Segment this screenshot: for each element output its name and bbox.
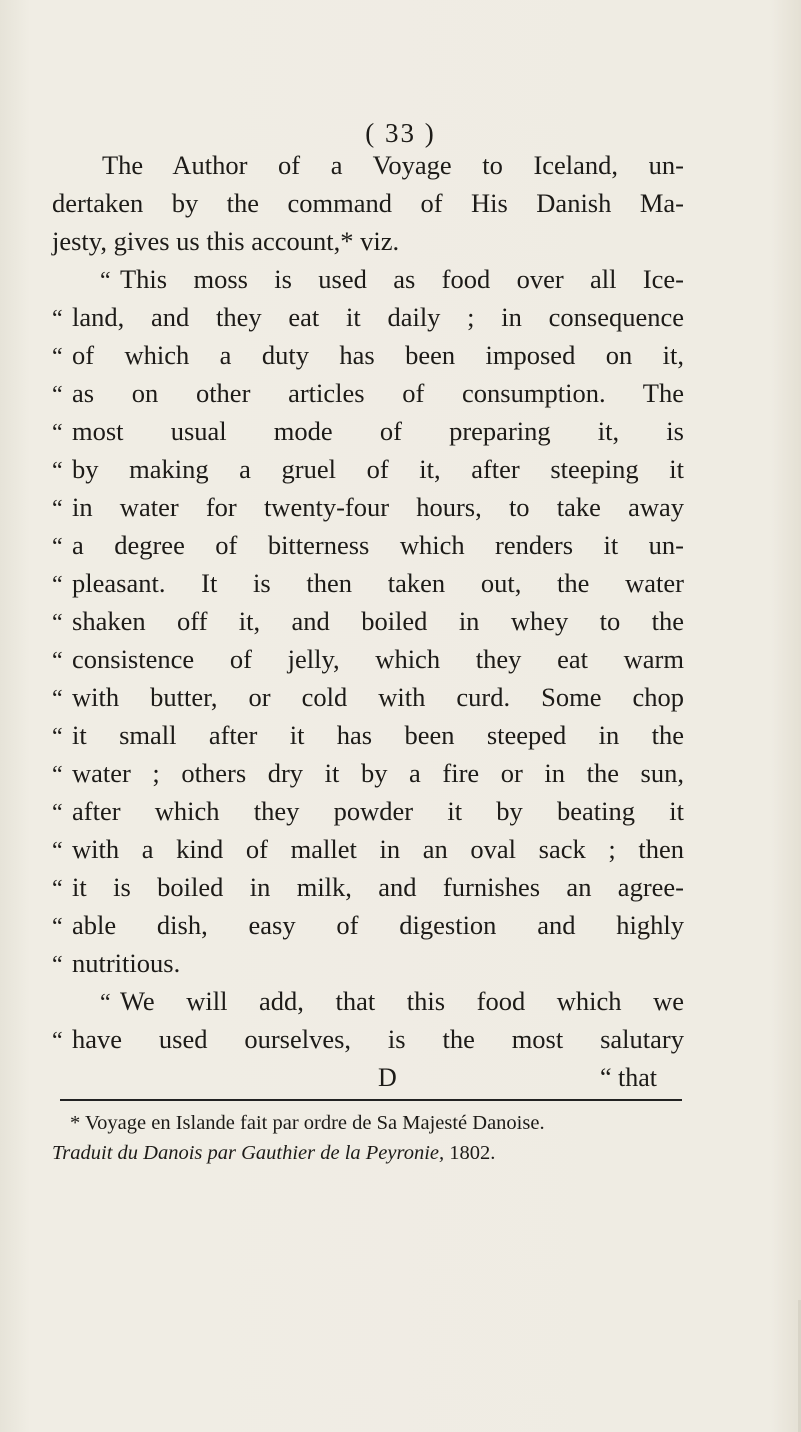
text-line: “ it small after it has been steeped in the <box>52 715 684 755</box>
text-line: “ it is boiled in milk, and furnishes an agree- <box>52 867 684 907</box>
page-number: ( 33 ) <box>365 118 436 148</box>
quote-mark: “ <box>52 762 63 788</box>
quote-mark: “ <box>52 800 63 826</box>
text-line: The Author of a Voyage to Iceland, un- <box>102 150 684 180</box>
quote-mark: “ <box>100 268 111 294</box>
quote-mark: “ <box>52 572 63 598</box>
quote-mark: “ <box>52 876 63 902</box>
quote-mark: “ <box>52 496 63 522</box>
signature-mark: D <box>378 1063 397 1092</box>
catchword: “ that <box>600 1063 658 1092</box>
quote-mark: “ <box>52 1028 63 1054</box>
text-line: “ by making a gruel of it, after steeping it <box>52 449 684 489</box>
footnote-year: 1802. <box>444 1142 496 1164</box>
quote-mark: “ <box>52 420 63 446</box>
text-line: dertaken by the command of His Danish Ma- <box>52 188 684 218</box>
text-line: “ after which they powder it by beating it <box>52 791 684 831</box>
quote-mark: “ <box>52 382 63 408</box>
text-line: “ with butter, or cold with curd. Some chop <box>52 677 684 717</box>
footnote-italic-text: Traduit du Danois par Gauthier de la Peyronie, <box>52 1142 445 1164</box>
quote-mark: “ <box>52 610 63 636</box>
quote-mark: “ <box>52 648 63 674</box>
text-line: “ This moss is used as food over all Ice- <box>100 259 684 299</box>
text-line: “ water ; others dry it by a fire or in the sun, <box>52 753 684 793</box>
quote-mark: “ <box>52 458 63 484</box>
quote-mark: “ <box>52 534 63 560</box>
footnote-line: * Voyage en Islande fait par ordre de Sa Majesté Danoise. <box>70 1112 545 1134</box>
quote-mark: “ <box>100 990 111 1016</box>
text-line: “ in water for twenty-four hours, to take away <box>52 487 684 527</box>
text-line: “ most usual mode of preparing it, is <box>52 411 684 451</box>
footnote-line <box>52 1138 612 1168</box>
text-line: “ have used ourselves, is the most salutary <box>52 1019 684 1059</box>
text-line: “ a degree of bitterness which renders it un- <box>52 525 684 565</box>
text-line: “ shaken off it, and boiled in whey to the <box>52 601 684 641</box>
text-line: “ of which a duty has been imposed on it, <box>52 335 684 375</box>
quote-mark: “ <box>52 724 63 750</box>
text-line: “ We will add, that this food which we <box>100 981 684 1021</box>
text-line: “ pleasant. It is then taken out, the water <box>52 563 684 603</box>
quote-mark: “ <box>52 838 63 864</box>
quote-mark: “ <box>52 686 63 712</box>
text-line: “ as on other articles of consumption. The <box>52 373 684 413</box>
quote-mark: “ <box>52 952 63 978</box>
footnote-rule <box>60 1099 682 1101</box>
quote-mark: “ <box>52 306 63 332</box>
text-line: “ land, and they eat it daily ; in consequence <box>52 297 684 337</box>
quote-mark: “ <box>52 914 63 940</box>
text-line: “ with a kind of mallet in an oval sack ; then <box>52 829 684 869</box>
text-line: “ consistence of jelly, which they eat warm <box>52 639 684 679</box>
text-line: jesty, gives us this account,* viz. <box>52 226 400 256</box>
text-line: “ nutritious. <box>52 943 684 983</box>
quote-mark: “ <box>52 344 63 370</box>
text-line: “ able dish, easy of digestion and highly <box>52 905 684 945</box>
